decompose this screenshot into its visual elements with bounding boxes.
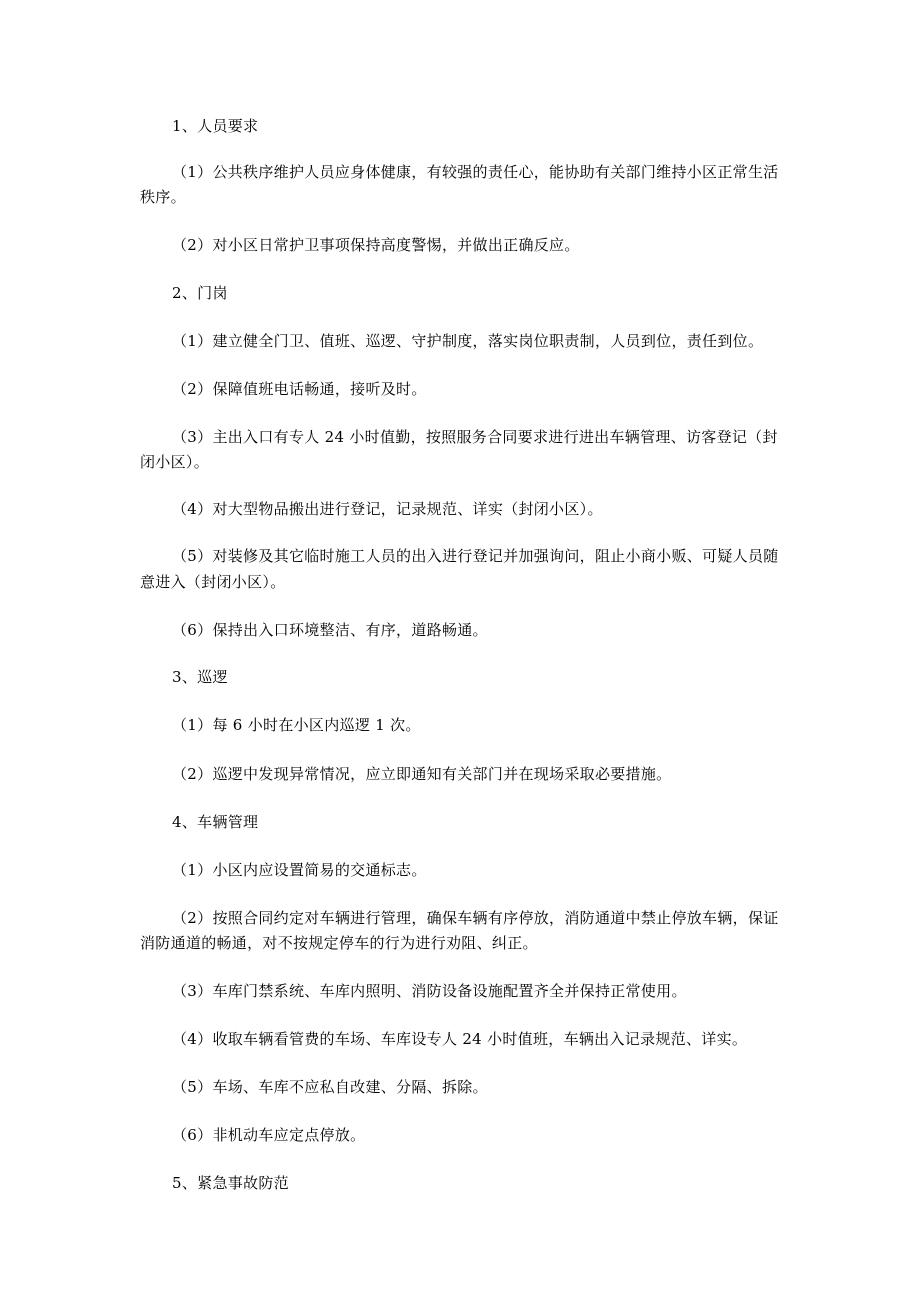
paragraph-line: （4）收取车辆看管费的车场、车库设专人 24 小时值班，车辆出入记录规范、详实。: [172, 1030, 748, 1048]
section-heading: 4、车辆管理: [172, 813, 259, 831]
paragraph-line: （6）非机动车应定点停放。: [172, 1126, 366, 1144]
paragraph-line: （1）每 6 小时在小区内巡逻 1 次。: [172, 716, 421, 734]
paragraph-line: （2）对小区日常护卫事项保持高度警惕，并做出正确反应。: [172, 236, 580, 254]
paragraph-line: （3）主出入口有专人 24 小时值勤，按照服务合同要求进行进出车辆管理、访客登记（封: [172, 428, 778, 446]
paragraph-line: （1）公共秩序维护人员应身体健康，有较强的责任心，能协助有关部门维持小区正常生活: [172, 163, 779, 181]
section-heading: 5、紧急事故防范: [172, 1174, 289, 1192]
paragraph-line: （2）按照合同约定对车辆进行管理，确保车辆有序停放，消防通道中禁止停放车辆，保证: [172, 909, 779, 927]
section-heading: 3、巡逻: [172, 668, 228, 686]
paragraph-line: （1）小区内应设置简易的交通标志。: [172, 861, 427, 879]
paragraph-line: （5）对装修及其它临时施工人员的出入进行登记并加强询问，阻止小商小贩、可疑人员随: [172, 547, 779, 565]
paragraph-line: 消防通道的畅通，对不按规定停车的行为进行劝阻、纠正。: [140, 934, 538, 952]
paragraph-line: 闭小区）。: [140, 453, 210, 471]
paragraph-line: （5）车场、车库不应私自改建、分隔、拆除。: [172, 1078, 488, 1096]
paragraph-line: （2）保障值班电话畅通，接听及时。: [172, 380, 427, 398]
paragraph-line: 秩序。: [140, 188, 186, 206]
section-heading: 2、门岗: [172, 284, 228, 302]
section-heading: 1、人员要求: [172, 117, 259, 135]
paragraph-line: （2）巡逻中发现异常情况，应立即通知有关部门并在现场采取必要措施。: [172, 765, 672, 783]
paragraph-line: （1）建立健全门卫、值班、巡逻、守护制度，落实岗位职责制，人员到位，责任到位。: [172, 332, 764, 350]
paragraph-line: （4）对大型物品搬出进行登记，记录规范、详实（封闭小区）。: [172, 500, 603, 518]
paragraph-line: （3）车库门禁系统、车库内照明、消防设备设施配置齐全并保持正常使用。: [172, 982, 687, 1000]
paragraph-line: （6）保持出入口环境整洁、有序，道路畅通。: [172, 621, 488, 639]
paragraph-line: 意进入（封闭小区）。: [140, 573, 286, 591]
